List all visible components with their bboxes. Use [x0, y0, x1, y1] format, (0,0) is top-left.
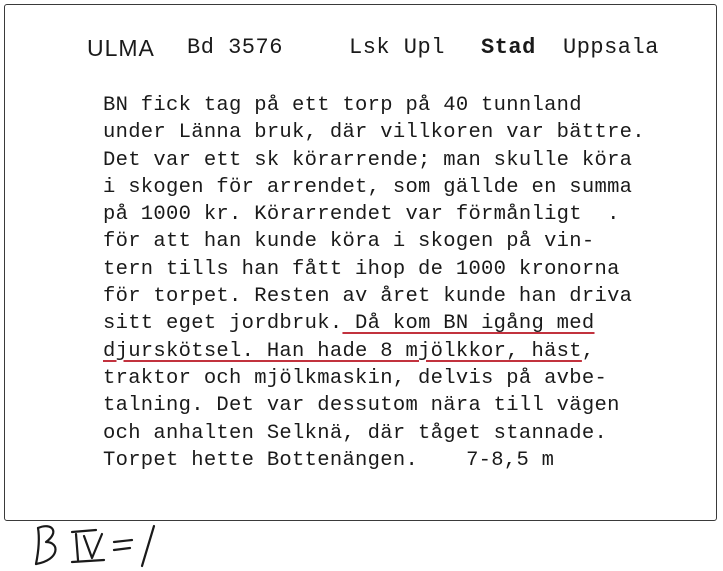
text-plain: sitt eget jordbruk. [103, 312, 343, 336]
index-card [4, 4, 717, 521]
place-name: Uppsala [563, 35, 659, 60]
measure-value: 7-8,5 m [466, 448, 555, 472]
text-line [103, 447, 645, 474]
text-plain: , [581, 339, 595, 363]
archive-code: ULMA [87, 35, 155, 61]
farm-name-sentence: Torpet hette Bottenängen. [103, 448, 419, 472]
card-header [5, 35, 716, 69]
highlighted-text: djurskötsel. Han hade 8 mjölkkor, häst [103, 339, 582, 363]
volume-number: Bd 3576 [187, 35, 283, 60]
text-line: traktor och mjölkmaskin, delvis på avbe- [103, 366, 608, 390]
text-line [103, 310, 645, 337]
region-code: Lsk Upl [349, 35, 445, 60]
text-line: talning. Det var dessutom nära till vägen [103, 394, 620, 418]
text-line: tern tills han fått ihop de 1000 kronorna [103, 257, 620, 281]
card-body-text [103, 92, 645, 474]
text-line: BN fick tag på ett torp på 40 tunnland [103, 94, 582, 117]
handwritten-annotation [30, 520, 190, 570]
text-line [103, 338, 645, 365]
text-line: och anhalten Selknä, där tåget stannade. [103, 421, 608, 445]
text-line: Det var ett sk körarrende; man skulle köra [103, 148, 633, 172]
text-line: på 1000 kr. Körarrendet var förmånligt . [103, 203, 620, 227]
text-line: under Länna bruk, där villkoren var bättre. [103, 121, 645, 145]
highlighted-text: Då kom BN igång med [342, 312, 595, 336]
text-line: för torpet. Resten av året kunde han driva [103, 285, 633, 309]
place-type: Stad [481, 35, 536, 60]
text-line: för att han kunde köra i skogen på vin- [103, 230, 595, 254]
text-line: i skogen för arrendet, som gällde en summa [103, 175, 633, 199]
